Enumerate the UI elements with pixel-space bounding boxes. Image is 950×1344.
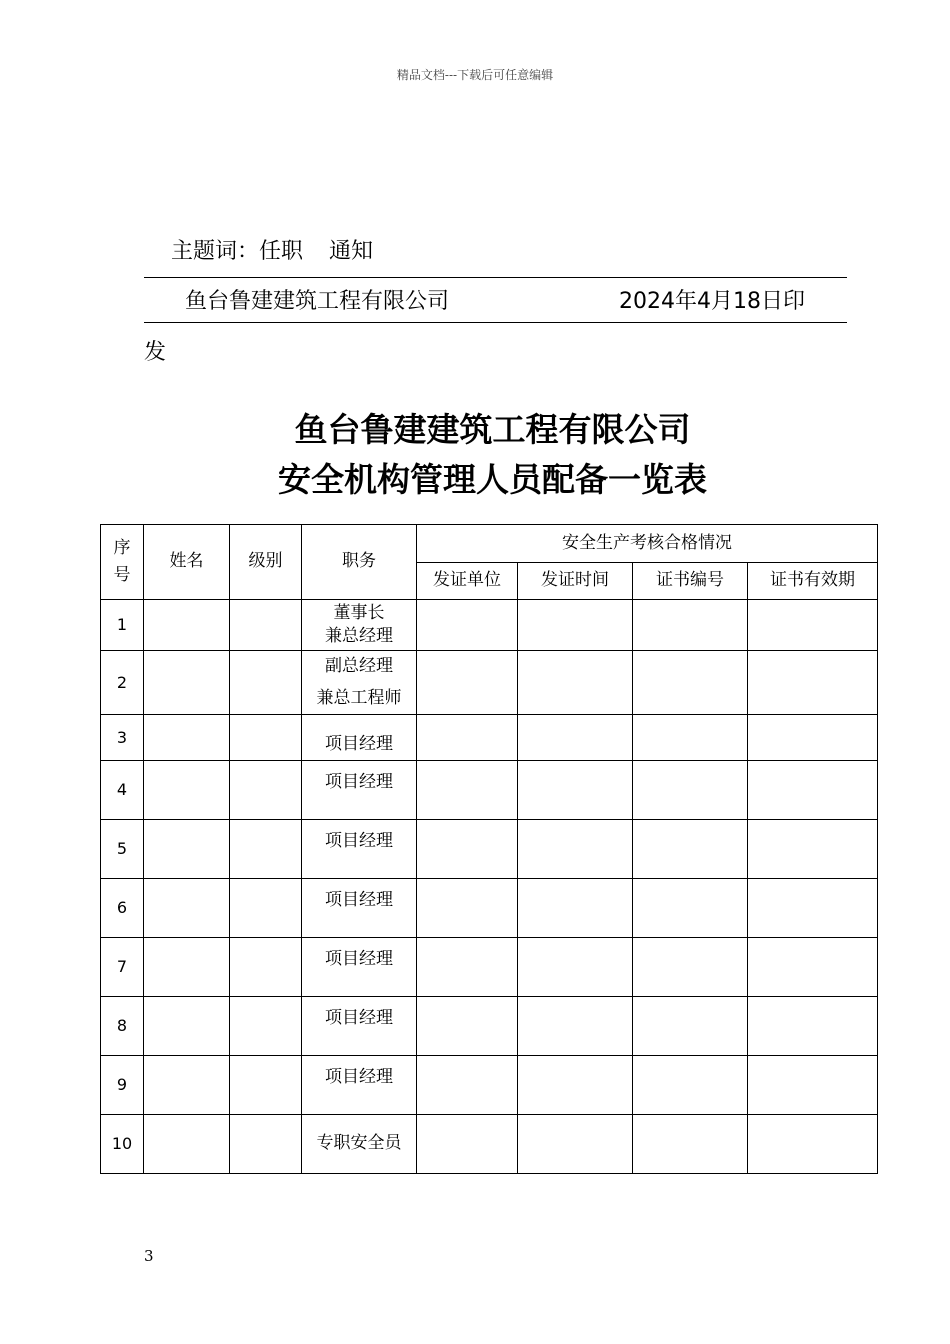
table-row: [101, 715, 878, 761]
issuer-tail: 发: [144, 340, 167, 365]
row-issue-date: [518, 879, 633, 938]
row-name: [144, 820, 230, 879]
row-cert-no: [633, 761, 748, 820]
row-issue-date: [518, 715, 633, 761]
row-issuer: [417, 1056, 518, 1115]
row-name: [144, 651, 230, 715]
header-seq: [101, 525, 144, 600]
row-cert-no: [633, 715, 748, 761]
header-group: 安全生产考核合格情况: [417, 525, 878, 563]
row-name: [144, 761, 230, 820]
row-validity: [748, 651, 878, 715]
row-cert-no: [633, 879, 748, 938]
row-issue-date: [518, 651, 633, 715]
row-issue-date: [518, 1115, 633, 1174]
row-position-line1: 董事长: [333, 603, 385, 624]
row-issue-date: [518, 761, 633, 820]
row-issuer: [417, 600, 518, 651]
row-level: [230, 879, 302, 938]
row-issuer: [417, 938, 518, 997]
row-seq: 9: [101, 1056, 144, 1115]
row-seq: 10: [101, 1115, 144, 1174]
document-title-line1: 鱼台鲁建建筑工程有限公司: [294, 410, 691, 449]
header-level: 级别: [230, 525, 302, 600]
row-issue-date: [518, 600, 633, 651]
row-position: 项目经理: [302, 820, 417, 879]
header-name: 姓名: [144, 525, 230, 600]
row-position: 项目经理: [302, 938, 417, 997]
keywords-label: 主题词：任职: [171, 239, 304, 264]
document-title-line2: 安全机构管理人员配备一览表: [278, 460, 707, 499]
row-issuer: [417, 651, 518, 715]
row-level: [230, 600, 302, 651]
row-position: 项目经理: [302, 715, 417, 761]
row-issuer: [417, 1115, 518, 1174]
row-seq: 8: [101, 997, 144, 1056]
page-number: 3: [144, 1247, 154, 1265]
row-name: [144, 997, 230, 1056]
header-validity: 证书有效期: [748, 563, 878, 600]
row-position-line2: 兼总经理: [325, 626, 393, 646]
row-validity: [748, 879, 878, 938]
row-cert-no: [633, 938, 748, 997]
table-row: [101, 879, 878, 938]
row-cert-no: [633, 997, 748, 1056]
row-seq: 6: [101, 879, 144, 938]
row-cert-no: [633, 600, 748, 651]
row-level: [230, 1056, 302, 1115]
row-cert-no: [633, 820, 748, 879]
table-row: [101, 1056, 878, 1115]
row-name: [144, 1115, 230, 1174]
header-cert-no: 证书编号: [633, 563, 748, 600]
table-row: [101, 997, 878, 1056]
row-level: [230, 938, 302, 997]
row-level: [230, 820, 302, 879]
row-name: [144, 600, 230, 651]
row-issue-date: [518, 997, 633, 1056]
table-row: [101, 651, 878, 715]
issuer-company: 鱼台鲁建建筑工程有限公司: [185, 289, 450, 314]
header-issuer: 发证单位: [417, 563, 518, 600]
header-seq-line2: 号: [113, 565, 131, 585]
staff-table: [100, 524, 878, 1174]
row-validity: [748, 1115, 878, 1174]
row-validity: [748, 600, 878, 651]
row-validity: [748, 938, 878, 997]
table-row: [101, 820, 878, 879]
row-seq: 3: [101, 715, 144, 761]
row-position: 项目经理: [302, 1056, 417, 1115]
row-issuer: [417, 879, 518, 938]
row-validity: [748, 715, 878, 761]
row-validity: [748, 761, 878, 820]
header-seq-line1: 序: [113, 537, 131, 558]
row-cert-no: [633, 651, 748, 715]
row-level: [230, 651, 302, 715]
row-issuer: [417, 715, 518, 761]
row-validity: [748, 997, 878, 1056]
row-name: [144, 879, 230, 938]
row-issuer: [417, 997, 518, 1056]
header-issue-date: 发证时间: [518, 563, 633, 600]
row-issue-date: [518, 820, 633, 879]
row-issuer: [417, 820, 518, 879]
issuer-line: [185, 284, 805, 315]
row-position: 项目经理: [302, 997, 417, 1056]
row-cert-no: [633, 1115, 748, 1174]
top-rule: [144, 277, 847, 278]
keywords-value: 通知: [329, 239, 374, 264]
table-row: [101, 600, 878, 651]
row-position: 项目经理: [302, 879, 417, 938]
header-watermark: 精品文档---下载后可任意编辑: [396, 68, 554, 82]
row-name: [144, 938, 230, 997]
row-position: 项目经理: [302, 761, 417, 820]
row-level: [230, 1115, 302, 1174]
row-seq: 2: [101, 651, 144, 715]
row-cert-no: [633, 1056, 748, 1115]
row-level: [230, 997, 302, 1056]
table-row: [101, 761, 878, 820]
row-name: [144, 1056, 230, 1115]
row-position: 专职安全员: [302, 1115, 417, 1174]
bottom-rule: [144, 322, 847, 323]
row-name: [144, 715, 230, 761]
row-position-line2: 兼总工程师: [316, 687, 402, 708]
table-row: [101, 1115, 878, 1174]
header-position: 职务: [302, 525, 417, 600]
row-position-line1: 副总经理: [325, 656, 393, 677]
row-validity: [748, 1056, 878, 1115]
row-issue-date: [518, 938, 633, 997]
row-issuer: [417, 761, 518, 820]
row-seq: 4: [101, 761, 144, 820]
row-validity: [748, 820, 878, 879]
row-issue-date: [518, 1056, 633, 1115]
keywords-line: [171, 234, 373, 265]
table-row: [101, 938, 878, 997]
row-position: [302, 651, 417, 715]
issue-date: 2024年4月18日印: [619, 289, 805, 314]
row-level: [230, 715, 302, 761]
row-seq: 7: [101, 938, 144, 997]
row-seq: 5: [101, 820, 144, 879]
row-level: [230, 761, 302, 820]
row-position: [302, 600, 417, 651]
row-seq: 1: [101, 600, 144, 651]
